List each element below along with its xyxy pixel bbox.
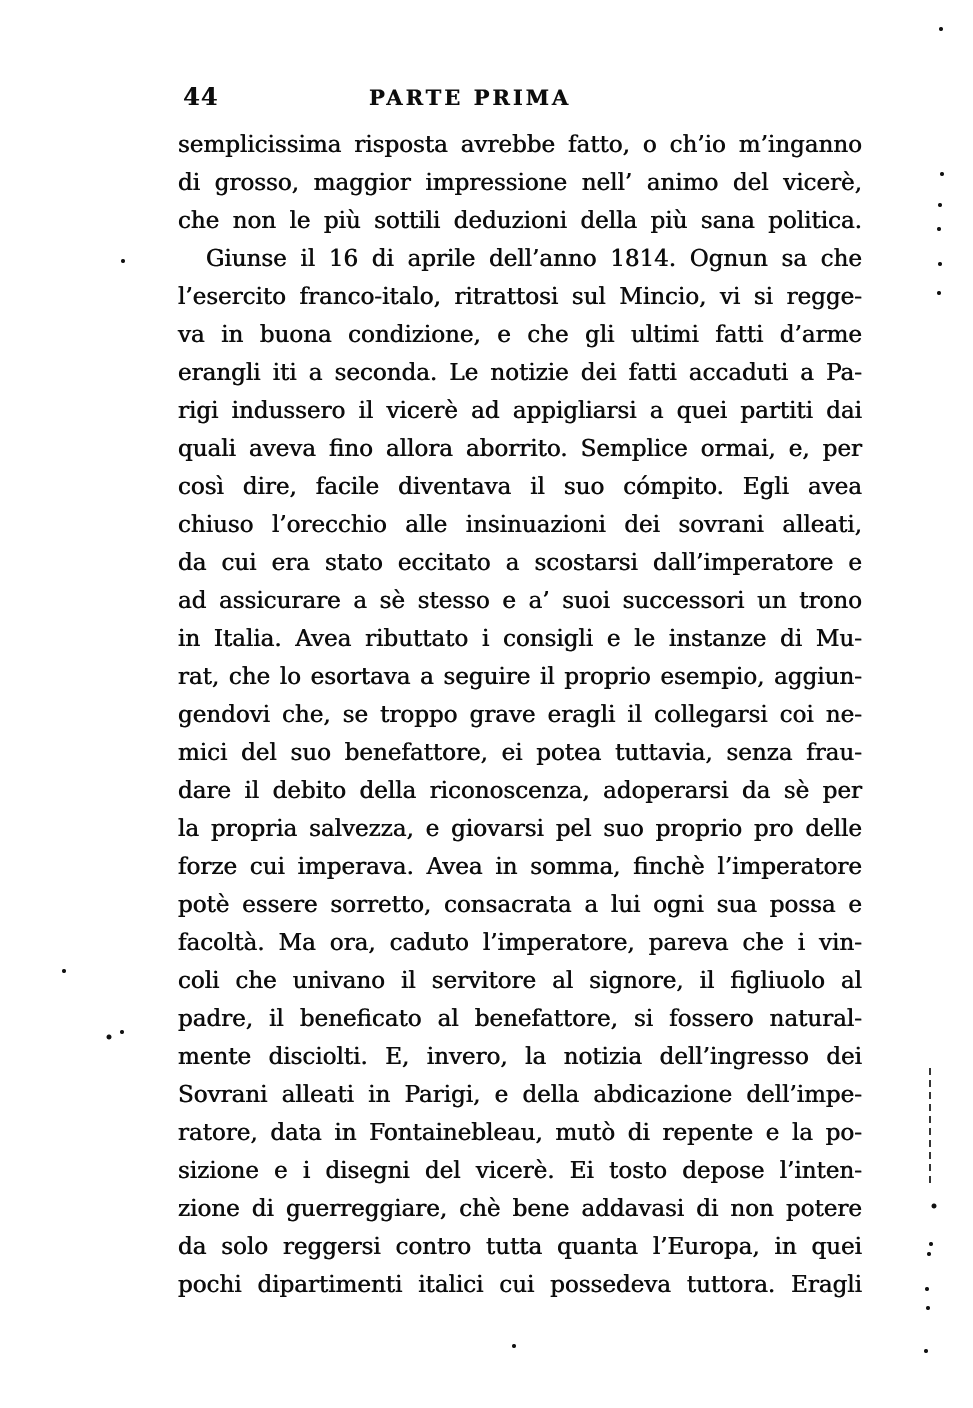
text-line: semplicissima risposta avrebbe fatto, o ch’io m’inganno bbox=[178, 132, 862, 158]
text-line: da solo reggersi contro tutta quanta l’Europa, in quei bbox=[178, 1234, 862, 1260]
text-line: la propria salvezza, e giovarsi pel suo proprio pro delle bbox=[178, 816, 862, 842]
text-line: quali aveva fino allora aborrito. Semplice ormai, e, per bbox=[178, 436, 862, 462]
binding-edge-mark bbox=[929, 1068, 931, 1188]
text-line: gendovi che, se troppo grave eragli il collegarsi coi ne- bbox=[178, 702, 862, 728]
text-line: di grosso, maggior impressione nell’ animo del vicerè, bbox=[178, 170, 862, 196]
text-line: zione di guerreggiare, chè bene addavasi di non potere bbox=[178, 1196, 862, 1222]
text-line: va in buona condizione, e che gli ultimi fatti d’arme bbox=[178, 322, 862, 348]
scan-speck-noise bbox=[0, 0, 2, 2]
text-line: da cui era stato eccitato a scostarsi dall’imperatore e bbox=[178, 550, 862, 576]
text-line: pochi dipartimenti italici cui possedeva tuttora. Eragli bbox=[178, 1272, 862, 1298]
text-line: padre, il beneficato al benefattore, si fossero natural- bbox=[178, 1006, 862, 1032]
text-line: dare il debito della riconoscenza, adoperarsi da sè per bbox=[178, 778, 862, 804]
text-line: ratore, data in Fontainebleau, mutò di repente e la po- bbox=[178, 1120, 862, 1146]
text-line: in Italia. Avea ributtato i consigli e le instanze di Mu- bbox=[178, 626, 862, 652]
text-line: mici del suo benefattore, ei potea tuttavia, senza frau- bbox=[178, 740, 862, 766]
text-line: coli che univano il servitore al signore, il figliuolo al bbox=[178, 968, 862, 994]
text-line: rat, che lo esortava a seguire il proprio esempio, aggiun- bbox=[178, 664, 862, 690]
text-line: forze cui imperava. Avea in somma, finchè l’imperatore bbox=[178, 854, 862, 880]
text-line: ad assicurare a sè stesso e a’ suoi successori un trono bbox=[178, 588, 862, 614]
text-line: Sovrani alleati in Parigi, e della abdicazione dell’impe- bbox=[178, 1082, 862, 1108]
text-line: che non le più sottili deduzioni della più sana politica. bbox=[178, 208, 862, 234]
text-line: rigi indussero il vicerè ad appigliarsi a quei partiti dai bbox=[178, 398, 862, 424]
running-header: PARTE PRIMA bbox=[368, 85, 572, 110]
text-line: l’esercito franco-italo, ritrattosi sul Mincio, vi si regge- bbox=[178, 284, 862, 310]
text-line: chiuso l’orecchio alle insinuazioni dei sovrani alleati, bbox=[178, 512, 862, 538]
text-line: potè essere sorretto, consacrata a lui ogni sua possa e bbox=[178, 892, 862, 918]
text-block bbox=[178, 126, 862, 1304]
text-line: sizione e i disegni del vicerè. Ei tosto depose l’inten- bbox=[178, 1158, 862, 1184]
text-line: così dire, facile diventava il suo cómpito. Egli avea bbox=[178, 474, 862, 500]
page-number: 44 bbox=[183, 82, 219, 111]
text-line: Giunse il 16 di aprile dell’anno 1814. Ognun sa che bbox=[206, 246, 862, 272]
text-line: erangli iti a seconda. Le notizie dei fatti accaduti a Pa- bbox=[178, 360, 862, 386]
text-line: facoltà. Ma ora, caduto l’imperatore, pareva che i vin- bbox=[178, 930, 862, 956]
text-line: mente disciolti. E, invero, la notizia dell’ingresso dei bbox=[178, 1044, 862, 1070]
